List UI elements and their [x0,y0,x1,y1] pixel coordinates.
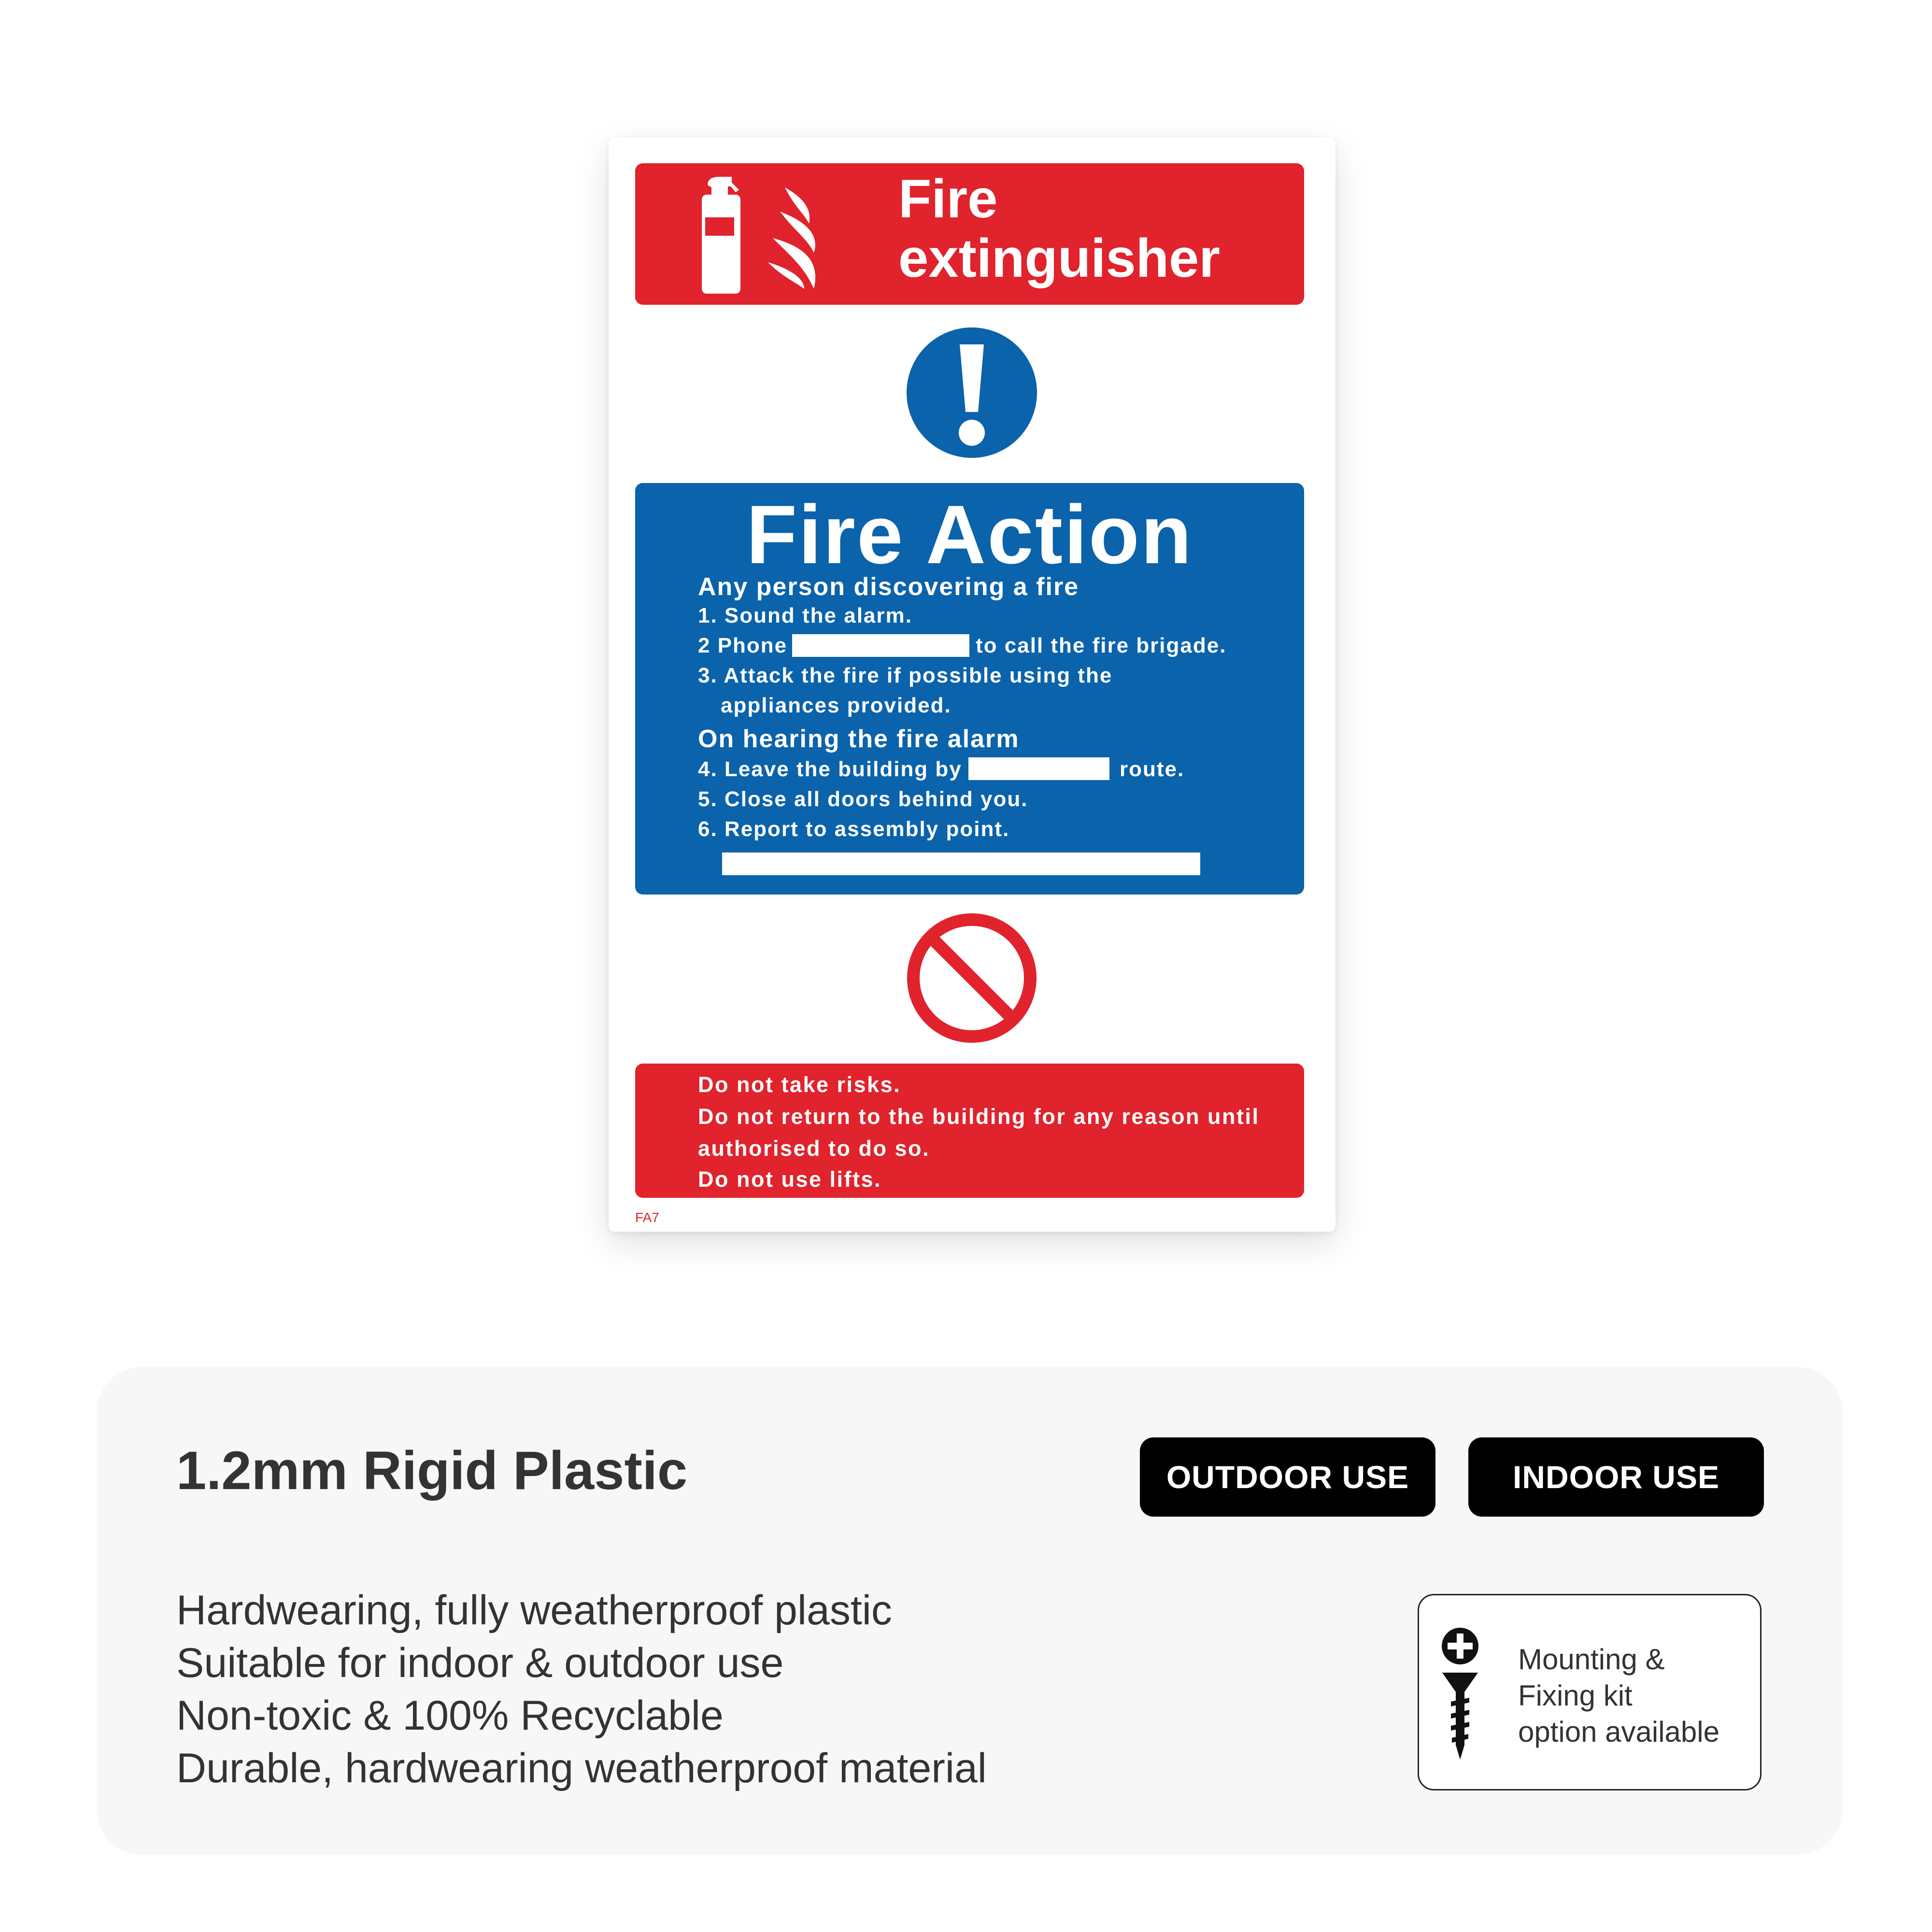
feature-item: Non-toxic & 100% Recyclable [176,1692,724,1739]
fire-action-sign [609,138,1335,1232]
header-title: Fire extinguisher [898,169,1220,288]
mounting-kit-box [1418,1594,1762,1790]
route-blank [968,757,1109,780]
feature-item: Hardwearing, fully weatherproof plastic [176,1587,892,1634]
product-info-card [97,1367,1843,1855]
step-4-suffix: route. [1120,757,1185,781]
flame-icon [766,185,821,291]
indoor-use-badge: INDOOR USE [1468,1437,1764,1517]
warning-panel [635,1064,1304,1198]
step-6: 6. Report to assembly point. [698,817,1010,841]
phone-blank [792,634,969,657]
extinguisher-header-panel [635,163,1304,305]
step-3-line-1: 3. Attack the fire if possible using the [698,664,1113,687]
feature-list [176,1584,987,1795]
fire-action-title: Fire Action [746,488,1193,581]
screw-icon [1442,1673,1478,1760]
warning-line-3: authorised to do so. [698,1136,930,1161]
material-title: 1.2mm Rigid Plastic [176,1440,688,1501]
step-3-line-2: appliances provided. [721,694,952,717]
sign-code: FA7 [635,1210,659,1225]
feature-item: Suitable for indoor & outdoor use [176,1640,784,1686]
warning-line-2: Do not return to the building for any reason until [698,1104,1260,1129]
assembly-point-blank [722,852,1200,875]
outdoor-use-badge: OUTDOOR USE [1140,1437,1435,1517]
warning-line-4: Do not use lifts. [698,1167,881,1192]
feature-item: Durable, hardwearing weatherproof material [176,1745,987,1791]
fire-extinguisher-icon [693,173,746,296]
alarm-heading: On hearing the fire alarm [698,725,1020,753]
exclamation-icon [907,327,1037,458]
fire-action-panel [635,483,1304,895]
step-2-prefix: 2 Phone [698,634,788,657]
step-2-suffix: to call the fire brigade. [976,634,1227,657]
screw-head-icon [1441,1627,1479,1665]
step-5: 5. Close all doors behind you. [698,787,1028,811]
discover-heading: Any person discovering a fire [698,573,1080,601]
step-4-prefix: 4. Leave the building by [698,757,962,781]
prohibition-icon [907,913,1037,1043]
warning-line-1: Do not take risks. [698,1072,901,1097]
mounting-kit-text: Mounting & Fixing kit option available [1518,1643,1719,1748]
step-1: 1. Sound the alarm. [698,604,912,627]
